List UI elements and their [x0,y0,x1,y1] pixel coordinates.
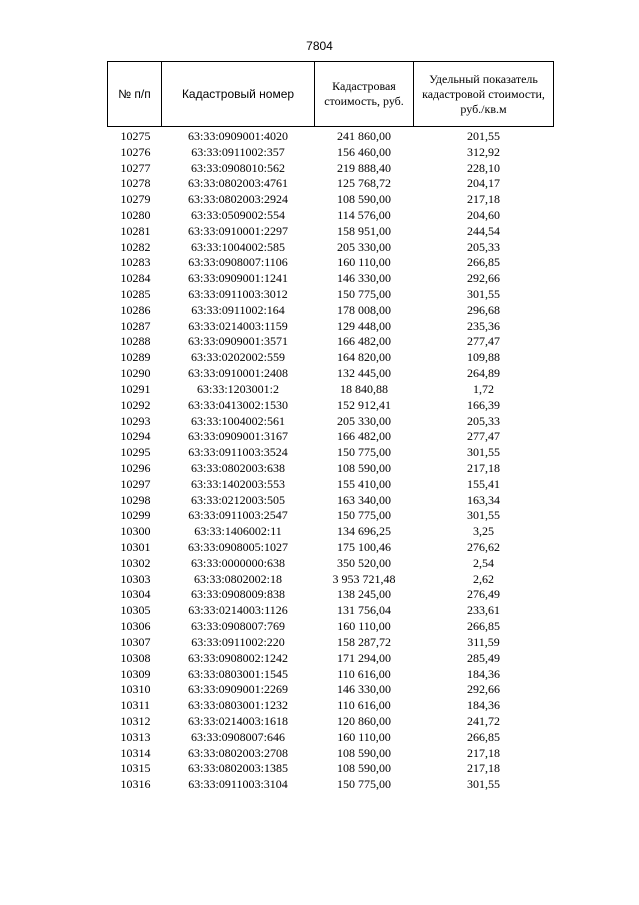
specific-indicator-cell: 311,59 [467,634,500,649]
table-row [108,207,554,223]
table-row [108,602,554,618]
cadastral-value-cell: 164 820,00 [337,350,391,365]
table-row [108,318,554,334]
table-row [108,191,554,207]
row-number-cell: 10280 [120,207,151,222]
table-row [108,713,554,729]
row-number-cell: 10282 [120,239,151,254]
cadastral-number-cell: 63:33:0802003:1385 [187,761,288,776]
cadastral-value-cell: 205 330,00 [337,239,391,254]
specific-indicator-cell: 217,18 [467,745,500,760]
specific-indicator-cell: 217,18 [467,460,500,475]
specific-indicator-cell: 312,92 [467,144,500,159]
specific-indicator-cell: 184,36 [467,666,500,681]
row-number-cell: 10299 [120,508,151,523]
specific-indicator-cell: 217,18 [467,761,500,776]
table-row [108,223,554,239]
table-row [108,571,554,587]
table-row [108,286,554,302]
cadastral-number-cell: 63:33:0214003:1618 [187,713,288,728]
specific-indicator-cell: 155,41 [467,476,500,491]
cadastral-value-cell: 150 775,00 [337,777,391,792]
specific-indicator-cell: 205,33 [467,413,500,428]
header-row [108,62,554,127]
row-number-cell: 10294 [120,429,151,444]
specific-indicator-cell: 163,34 [467,492,500,507]
cadastral-value-cell: 163 340,00 [337,492,391,507]
cadastral-value-cell: 150 775,00 [337,508,391,523]
cadastral-number-cell: 63:33:0910001:2408 [187,366,288,381]
cadastral-number-cell: 63:33:1203001:2 [196,381,279,396]
cadastral-number-cell: 63:33:0803001:1232 [187,698,288,713]
cadastral-number-cell: 63:33:0908007:1106 [188,255,288,270]
cadastral-number-cell: 63:33:1406002:11 [194,524,282,539]
cadastral-value-cell: 108 590,00 [337,460,391,475]
cadastral-value-cell: 132 445,00 [337,366,391,381]
table-row [108,334,554,350]
cadastral-number-cell: 63:33:0911002:220 [191,634,285,649]
header-specific-indicator: Удельный показатель кадастровой стоимости, руб./кв.м [414,62,554,127]
row-number-cell: 10275 [120,128,151,143]
cadastral-value-cell: 138 245,00 [337,587,391,602]
cadastral-value-cell: 350 520,00 [337,555,391,570]
cadastral-value-cell: 178 008,00 [337,302,391,317]
specific-indicator-cell: 2,62 [473,571,494,586]
cadastral-value-cell: 131 756,04 [337,603,391,618]
row-number-cell: 10279 [120,192,151,207]
cadastral-number-cell: 63:33:0908007:769 [190,619,285,634]
cadastral-value-cell: 150 775,00 [337,445,391,460]
cadastral-number-cell: 63:33:0212003:505 [190,492,285,507]
row-number-cell: 10277 [120,160,151,175]
cadastral-number-cell: 63:33:0909001:2269 [187,682,288,697]
row-number-cell: 10308 [120,650,151,665]
row-number-cell: 10315 [120,761,151,776]
cadastral-number-cell: 63:33:0911003:3104 [188,777,288,792]
table-row [108,539,554,555]
cadastral-value-cell: 160 110,00 [337,619,391,634]
row-number-cell: 10301 [120,540,151,555]
specific-indicator-cell: 292,66 [467,682,500,697]
row-number-cell: 10288 [120,334,151,349]
row-number-cell: 10312 [120,713,151,728]
cadastral-value-cell: 134 696,25 [337,524,391,539]
table-row [108,239,554,255]
table-header [108,62,554,127]
specific-indicator-cell: 244,54 [467,223,500,238]
cadastral-value-cell: 146 330,00 [337,682,391,697]
specific-indicator-cell: 276,49 [467,587,500,602]
row-number-cell: 10313 [120,729,151,744]
cadastral-number-cell: 63:33:0909001:3167 [187,429,288,444]
specific-indicator-cell: 3,25 [473,524,494,539]
cadastral-value-cell: 114 576,00 [337,207,391,222]
row-number-cell: 10295 [120,445,151,460]
specific-indicator-cell: 166,39 [467,397,500,412]
cadastral-number-cell: 63:33:0000000:638 [190,555,285,570]
cadastral-value-cell: 108 590,00 [337,745,391,760]
row-number-cell: 10316 [120,777,151,792]
row-number-cell: 10297 [120,476,151,491]
cadastral-number-cell: 63:33:0509002:554 [190,207,285,222]
cadastral-number-cell: 63:33:0908009:838 [190,587,285,602]
table-row [108,428,554,444]
row-number-cell: 10286 [120,302,151,317]
row-number-cell: 10278 [120,176,151,191]
cadastral-number-cell: 63:33:0911003:2547 [188,508,288,523]
row-number-cell: 10293 [120,413,151,428]
table-row [108,397,554,413]
specific-indicator-cell: 1,72 [473,381,494,396]
specific-indicator-cell: 301,55 [467,508,500,523]
specific-indicator-cell: 266,85 [467,619,500,634]
row-number-cell: 10300 [120,524,151,539]
cadastral-value-cell: 219 888,40 [337,160,391,175]
cadastral-number-cell: 63:33:0909001:1241 [187,271,288,286]
row-number-cell: 10303 [120,571,151,586]
cadastral-number-cell: 63:33:0802003:638 [190,460,285,475]
table-row [108,697,554,713]
table-row [108,413,554,429]
cadastral-value-cell: 18 840,88 [340,381,388,396]
cadastral-value-cell: 152 912,41 [337,397,391,412]
cadastral-value-cell: 150 775,00 [337,287,391,302]
table-row [108,666,554,682]
specific-indicator-cell: 292,66 [467,271,500,286]
cadastral-value-cell: 205 330,00 [337,413,391,428]
table-row [108,618,554,634]
row-number-cell: 10281 [120,223,151,238]
cadastral-number-cell: 63:33:0909001:3571 [187,334,288,349]
cadastral-value-cell: 108 590,00 [337,192,391,207]
cadastral-number-cell: 63:33:0803001:1545 [187,666,288,681]
table-row [108,476,554,492]
table-row [108,587,554,603]
row-number-cell: 10287 [120,318,151,333]
cadastral-value-cell: 155 410,00 [337,476,391,491]
cadastral-value-cell: 166 482,00 [337,429,391,444]
row-number-cell: 10310 [120,682,151,697]
table-row [108,681,554,697]
specific-indicator-cell: 266,85 [467,729,500,744]
table-row [108,508,554,524]
cadastral-number-cell: 63:33:0802003:2708 [187,745,288,760]
cadastral-number-cell: 63:33:0202002:559 [190,350,285,365]
table-row [108,381,554,397]
specific-indicator-cell: 109,88 [467,350,500,365]
specific-indicator-cell: 241,72 [467,713,500,728]
cadastral-number-cell: 63:33:0413002:1530 [187,397,288,412]
specific-indicator-cell: 205,33 [467,239,500,254]
specific-indicator-cell: 301,55 [467,777,500,792]
cadastral-number-cell: 63:33:0802003:4761 [187,176,288,191]
cadastral-number-cell: 63:33:1402003:553 [190,476,285,491]
specific-indicator-cell: 277,47 [467,429,500,444]
cadastral-value-cell: 156 460,00 [337,144,391,159]
specific-indicator-cell: 2,54 [473,555,494,570]
row-number-cell: 10307 [120,634,151,649]
table-row [108,634,554,650]
cadastral-value-cell: 175 100,46 [337,540,391,555]
specific-indicator-cell: 276,62 [467,540,500,555]
row-number-cell: 10283 [120,255,151,270]
specific-indicator-cell: 184,36 [467,698,500,713]
row-number-cell: 10305 [120,603,151,618]
cadastral-value-cell: 171 294,00 [337,650,391,665]
specific-indicator-cell: 217,18 [467,192,500,207]
cadastral-table [107,61,554,792]
cadastral-number-cell: 63:33:0908002:1242 [187,650,288,665]
row-number-cell: 10296 [120,460,151,475]
cadastral-number-cell: 63:33:0908007:646 [190,729,285,744]
specific-indicator-cell: 201,55 [467,128,500,143]
row-number-cell: 10298 [120,492,151,507]
cadastral-value-cell: 3 953 721,48 [332,571,396,586]
row-number-cell: 10314 [120,745,151,760]
cadastral-value-cell: 146 330,00 [337,271,391,286]
row-number-cell: 10290 [120,366,151,381]
cadastral-value-cell: 160 110,00 [337,255,391,270]
page-number: 7804 [306,39,333,53]
cadastral-value-cell: 158 951,00 [337,223,391,238]
specific-indicator-cell: 296,68 [467,302,500,317]
row-number-cell: 10289 [120,350,151,365]
specific-indicator-cell: 235,36 [467,318,500,333]
row-number-cell: 10302 [120,555,151,570]
table-row [108,492,554,508]
specific-indicator-cell: 228,10 [467,160,500,175]
header-num: № п/п [108,62,162,127]
table-row [108,302,554,318]
cadastral-number-cell: 63:33:0911002:164 [191,302,285,317]
header-cadastral-number: Кадастровый номер [162,62,315,127]
row-number-cell: 10276 [120,144,151,159]
table-row [108,349,554,365]
row-number-cell: 10285 [120,287,151,302]
table-row [108,745,554,761]
cadastral-number-cell: 63:33:0911003:3524 [188,445,288,460]
row-number-cell: 10311 [120,698,151,713]
row-number-cell: 10306 [120,619,151,634]
specific-indicator-cell: 301,55 [467,445,500,460]
row-number-cell: 10292 [120,397,151,412]
cadastral-value-cell: 158 287,72 [337,634,391,649]
cadastral-value-cell: 166 482,00 [337,334,391,349]
cadastral-number-cell: 63:33:0214003:1159 [188,318,288,333]
cadastral-number-cell: 63:33:0802003:2924 [187,192,288,207]
table-row [108,776,554,792]
row-number-cell: 10309 [120,666,151,681]
header-cadastral-value: Кадастровая стоимость, руб. [315,62,414,127]
cadastral-number-cell: 63:33:0908010:562 [190,160,285,175]
table-row [108,523,554,539]
specific-indicator-cell: 266,85 [467,255,500,270]
table-row [108,255,554,271]
table-row [108,460,554,476]
cadastral-number-cell: 63:33:1004002:561 [190,413,285,428]
cadastral-number-cell: 63:33:0802002:18 [193,571,282,586]
table-row [108,160,554,176]
table-row [108,365,554,381]
cadastral-value-cell: 108 590,00 [337,761,391,776]
cadastral-value-cell: 110 616,00 [337,666,391,681]
table-row [108,650,554,666]
cadastral-number-cell: 63:33:0911002:357 [191,144,285,159]
specific-indicator-cell: 285,49 [467,650,500,665]
specific-indicator-cell: 264,89 [467,366,500,381]
table-row [108,175,554,191]
cadastral-number-cell: 63:33:0910001:2297 [187,223,288,238]
cadastral-value-cell: 110 616,00 [337,698,391,713]
row-number-cell: 10284 [120,271,151,286]
specific-indicator-cell: 204,17 [467,176,500,191]
table-row [108,761,554,777]
cadastral-number-cell: 63:33:0908005:1027 [187,540,288,555]
cadastral-number-cell: 63:33:0911003:3012 [188,287,288,302]
cadastral-value-cell: 120 860,00 [337,713,391,728]
table-row [108,555,554,571]
specific-indicator-cell: 204,60 [467,207,500,222]
cadastral-value-cell: 125 768,72 [337,176,391,191]
row-number-cell: 10291 [120,381,151,396]
specific-indicator-cell: 277,47 [467,334,500,349]
cadastral-value-cell: 129 448,00 [337,318,391,333]
cadastral-number-cell: 63:33:1004002:585 [190,239,285,254]
cadastral-number-cell: 63:33:0909001:4020 [187,128,288,143]
table-body [108,127,554,793]
table-row [108,127,554,144]
row-number-cell: 10304 [120,587,151,602]
table-row [108,729,554,745]
specific-indicator-cell: 233,61 [467,603,500,618]
cadastral-value-cell: 241 860,00 [337,128,391,143]
specific-indicator-cell: 301,55 [467,287,500,302]
cadastral-number-cell: 63:33:0214003:1126 [188,603,288,618]
table-row [108,444,554,460]
table-row [108,270,554,286]
table-row [108,144,554,160]
cadastral-value-cell: 160 110,00 [337,729,391,744]
